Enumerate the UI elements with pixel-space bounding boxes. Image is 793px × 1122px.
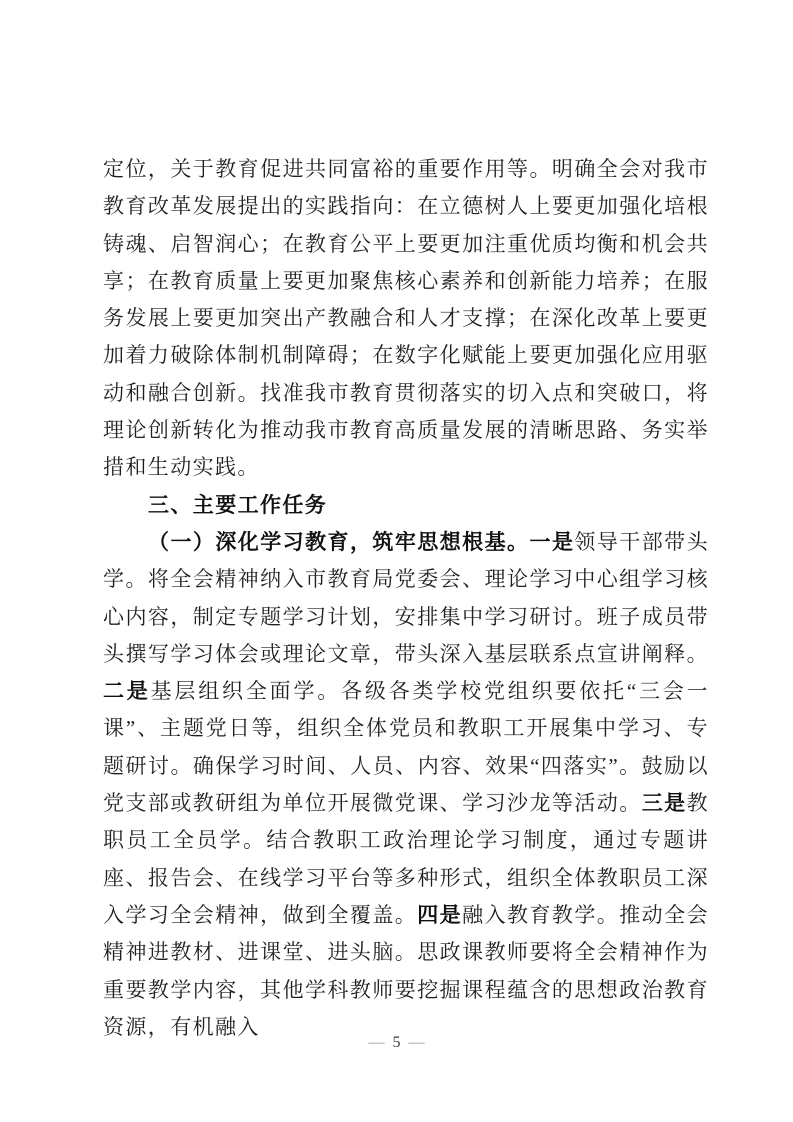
text-run: 教职员工全员学。结合教职工政治理论学习制度，通过专题讲座、报告会、在线学习平台等多种形式，组织全体教职员工深入学习全会精神，做到全覆盖。: [103, 791, 709, 927]
text-run: 领导干部带头学。将全会精神纳入市教育局党委会、理论学习中心组学习核心内容，制定专题学习计划，安排集中学习研讨。班子成员带头撰写学习体会或理论文章，带头深入基层联系点宣讲阐释。: [103, 529, 709, 666]
bold-text-run: 三是: [641, 791, 687, 816]
paragraph: [103, 524, 709, 1046]
footer-dash-right: —: [408, 1034, 425, 1051]
bold-text-run: 四是: [417, 902, 463, 927]
section-heading: [103, 487, 709, 524]
bold-text-run: 三、主要工作任务: [148, 493, 328, 517]
page-number: 5: [392, 1034, 401, 1051]
text-run: 基层组织全面学。各级各类学校党组织要依托“三会一课”、主题党日等，组织全体党员和教职工开展集中学习、专题研讨。确保学习时间、人员、内容、效果“四落实”。鼓励以党支部或教研组为单位开展微党课、学习沙龙等活动。: [103, 679, 709, 816]
footer-dash-left: —: [368, 1034, 385, 1051]
paragraph: [103, 151, 709, 487]
document-body: [103, 151, 709, 1046]
page-footer: [0, 1032, 793, 1054]
bold-text-run: 二是: [103, 679, 151, 704]
text-run: 定位，关于教育促进共同富裕的重要作用等。明确全会对我市教育改革发展提出的实践指向：在立德树人上要更加强化培根铸魂、启智润心；在教育公平上要更加注重优质均衡和机会共享；在教育质量上要更加聚焦核心素养和创新能力培养；在服务发展上要更加突出产教融合和人才支撑；在深化改革上要更加着力破除体制机制障碍；在数字化赋能上要更加强化应用驱动和融合创新。找准我市教育贯彻落实的切入点和突破口，将理论创新转化为推动我市教育高质量发展的清晰思路、务实举措和生动实践。: [103, 157, 709, 480]
bold-text-run: 一是: [529, 529, 575, 554]
text-run: 融入教育教学。推动全会精神进教材、进课堂、进头脑。思政课教师要将全会精神作为重要教学内容，其他学科教师要挖掘课程蕴含的思想政治教育资源，有机融入: [103, 902, 709, 1039]
bold-text-run: （一）深化学习教育，筑牢思想根基。: [148, 529, 530, 554]
